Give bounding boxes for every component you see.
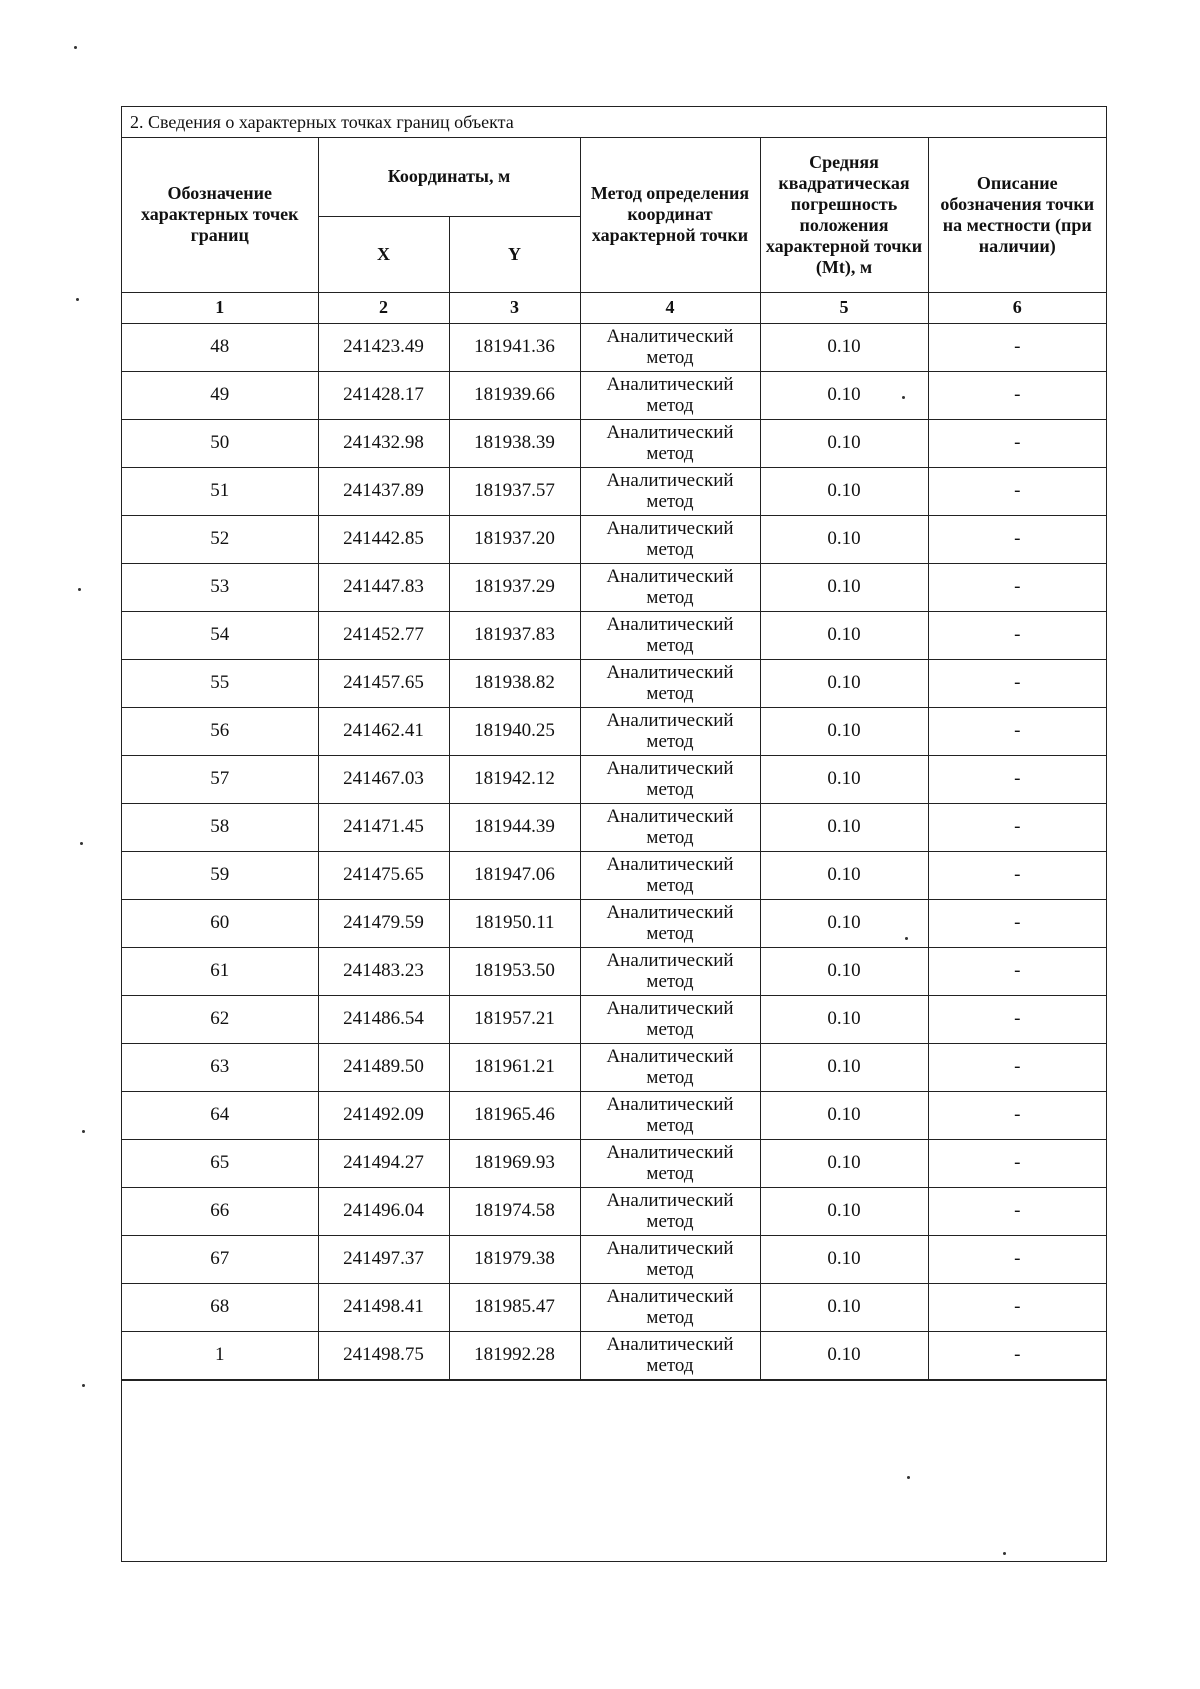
x-cell: 241437.89	[318, 467, 449, 515]
description-cell: -	[928, 1187, 1106, 1235]
error-cell: 0.10	[760, 467, 928, 515]
method-text: метод	[646, 395, 694, 416]
method-cell	[580, 371, 760, 419]
empty-area	[122, 1380, 1106, 1561]
x-cell: 241423.49	[318, 323, 449, 371]
description-cell: -	[928, 419, 1106, 467]
error-cell: 0.10	[760, 659, 928, 707]
table-body	[122, 323, 1106, 1379]
point-cell: 59	[122, 851, 318, 899]
method-text: метод	[646, 491, 694, 512]
x-cell: 241496.04	[318, 1187, 449, 1235]
point-cell: 55	[122, 659, 318, 707]
error-cell: 0.10	[760, 707, 928, 755]
description-cell: -	[928, 851, 1106, 899]
error-cell: 0.10	[760, 1235, 928, 1283]
method-text: метод	[646, 1355, 694, 1376]
table-row	[122, 563, 1106, 611]
method-text: метод	[646, 1067, 694, 1088]
description-cell: -	[928, 995, 1106, 1043]
scan-speck	[82, 1130, 85, 1133]
table-row	[122, 899, 1106, 947]
point-cell: 64	[122, 1091, 318, 1139]
x-cell: 241452.77	[318, 611, 449, 659]
y-cell: 181938.39	[449, 419, 580, 467]
y-cell: 181965.46	[449, 1091, 580, 1139]
method-text: Аналитический	[606, 326, 734, 347]
point-cell: 62	[122, 995, 318, 1043]
y-cell: 181937.57	[449, 467, 580, 515]
table-row	[122, 707, 1106, 755]
method-text: Аналитический	[606, 1094, 734, 1115]
description-cell: -	[928, 1139, 1106, 1187]
error-cell: 0.10	[760, 323, 928, 371]
table-row	[122, 755, 1106, 803]
method-cell	[580, 563, 760, 611]
method-text: метод	[646, 587, 694, 608]
scan-speck	[1003, 1552, 1006, 1555]
description-cell: -	[928, 467, 1106, 515]
error-cell: 0.10	[760, 563, 928, 611]
method-text: Аналитический	[606, 998, 734, 1019]
y-cell: 181969.93	[449, 1139, 580, 1187]
scan-speck	[80, 842, 83, 845]
table-row	[122, 611, 1106, 659]
method-cell	[580, 707, 760, 755]
point-cell: 65	[122, 1139, 318, 1187]
method-text: метод	[646, 347, 694, 368]
point-cell: 1	[122, 1331, 318, 1379]
x-cell: 241479.59	[318, 899, 449, 947]
y-cell: 181937.20	[449, 515, 580, 563]
scan-speck	[902, 396, 905, 399]
header-coordinates: Координаты, м	[318, 138, 580, 216]
table-row	[122, 1043, 1106, 1091]
point-cell: 52	[122, 515, 318, 563]
error-cell: 0.10	[760, 947, 928, 995]
description-cell: -	[928, 515, 1106, 563]
x-cell: 241494.27	[318, 1139, 449, 1187]
method-cell	[580, 1187, 760, 1235]
method-text: Аналитический	[606, 854, 734, 875]
x-cell: 241457.65	[318, 659, 449, 707]
point-cell: 49	[122, 371, 318, 419]
method-text: Аналитический	[606, 1238, 734, 1259]
x-cell: 241483.23	[318, 947, 449, 995]
table-row	[122, 803, 1106, 851]
method-text: Аналитический	[606, 902, 734, 923]
description-cell: -	[928, 707, 1106, 755]
x-cell: 241442.85	[318, 515, 449, 563]
error-cell: 0.10	[760, 1331, 928, 1379]
table-row	[122, 659, 1106, 707]
error-cell: 0.10	[760, 611, 928, 659]
column-number: 3	[449, 292, 580, 323]
method-text: метод	[646, 1307, 694, 1328]
method-text: метод	[646, 1115, 694, 1136]
y-cell: 181942.12	[449, 755, 580, 803]
x-cell: 241492.09	[318, 1091, 449, 1139]
column-number: 1	[122, 292, 318, 323]
method-text: Аналитический	[606, 422, 734, 443]
point-cell: 68	[122, 1283, 318, 1331]
method-text: Аналитический	[606, 374, 734, 395]
error-cell: 0.10	[760, 1283, 928, 1331]
table-row	[122, 995, 1106, 1043]
y-cell: 181957.21	[449, 995, 580, 1043]
method-text: метод	[646, 443, 694, 464]
y-cell: 181941.36	[449, 323, 580, 371]
description-cell: -	[928, 1331, 1106, 1379]
point-cell: 57	[122, 755, 318, 803]
table-row	[122, 515, 1106, 563]
table-row	[122, 1139, 1106, 1187]
description-cell: -	[928, 1283, 1106, 1331]
point-cell: 61	[122, 947, 318, 995]
column-number: 2	[318, 292, 449, 323]
table-row	[122, 467, 1106, 515]
x-cell: 241498.41	[318, 1283, 449, 1331]
method-cell	[580, 515, 760, 563]
table-row	[122, 947, 1106, 995]
y-cell: 181979.38	[449, 1235, 580, 1283]
column-number: 5	[760, 292, 928, 323]
error-cell: 0.10	[760, 995, 928, 1043]
y-cell: 181992.28	[449, 1331, 580, 1379]
y-cell: 181974.58	[449, 1187, 580, 1235]
point-cell: 56	[122, 707, 318, 755]
scan-speck	[907, 1476, 910, 1479]
point-cell: 63	[122, 1043, 318, 1091]
table-row	[122, 419, 1106, 467]
method-cell	[580, 611, 760, 659]
error-cell: 0.10	[760, 851, 928, 899]
point-cell: 48	[122, 323, 318, 371]
method-text: метод	[646, 635, 694, 656]
header-designation: Обозначение характерных точек границ	[122, 138, 318, 292]
method-text: метод	[646, 731, 694, 752]
method-text: метод	[646, 827, 694, 848]
error-cell: 0.10	[760, 1091, 928, 1139]
y-cell: 181940.25	[449, 707, 580, 755]
method-cell	[580, 899, 760, 947]
method-cell	[580, 1139, 760, 1187]
document-frame	[121, 106, 1107, 1562]
scan-speck	[74, 46, 77, 49]
scan-speck	[76, 298, 79, 301]
method-text: метод	[646, 683, 694, 704]
table-row	[122, 1283, 1106, 1331]
scan-speck	[905, 937, 908, 940]
method-cell	[580, 1043, 760, 1091]
point-cell: 50	[122, 419, 318, 467]
scan-speck	[78, 588, 81, 591]
description-cell: -	[928, 947, 1106, 995]
point-cell: 66	[122, 1187, 318, 1235]
error-cell: 0.10	[760, 1139, 928, 1187]
method-cell	[580, 467, 760, 515]
table-row	[122, 851, 1106, 899]
method-text: метод	[646, 779, 694, 800]
table-row	[122, 323, 1106, 371]
method-cell	[580, 755, 760, 803]
description-cell: -	[928, 659, 1106, 707]
method-cell	[580, 1091, 760, 1139]
header-error: Средняя квадратическая погрешность положения характерной точки (Mt), м	[760, 138, 928, 292]
y-cell: 181944.39	[449, 803, 580, 851]
method-cell	[580, 323, 760, 371]
y-cell: 181947.06	[449, 851, 580, 899]
method-text: Аналитический	[606, 950, 734, 971]
y-cell: 181985.47	[449, 1283, 580, 1331]
description-cell: -	[928, 371, 1106, 419]
method-text: метод	[646, 875, 694, 896]
x-cell: 241471.45	[318, 803, 449, 851]
method-text: Аналитический	[606, 1190, 734, 1211]
method-text: метод	[646, 1211, 694, 1232]
method-text: Аналитический	[606, 1334, 734, 1355]
column-number: 6	[928, 292, 1106, 323]
error-cell: 0.10	[760, 419, 928, 467]
error-cell: 0.10	[760, 899, 928, 947]
y-cell: 181939.66	[449, 371, 580, 419]
y-cell: 181950.11	[449, 899, 580, 947]
header-y: Y	[449, 216, 580, 292]
description-cell: -	[928, 563, 1106, 611]
description-cell: -	[928, 803, 1106, 851]
table-row	[122, 1331, 1106, 1379]
method-text: метод	[646, 971, 694, 992]
error-cell: 0.10	[760, 1187, 928, 1235]
point-cell: 60	[122, 899, 318, 947]
description-cell: -	[928, 611, 1106, 659]
method-text: Аналитический	[606, 806, 734, 827]
x-cell: 241497.37	[318, 1235, 449, 1283]
point-cell: 54	[122, 611, 318, 659]
point-cell: 51	[122, 467, 318, 515]
x-cell: 241467.03	[318, 755, 449, 803]
y-cell: 181937.83	[449, 611, 580, 659]
boundary-points-table	[122, 138, 1106, 1380]
method-text: Аналитический	[606, 518, 734, 539]
method-text: Аналитический	[606, 470, 734, 491]
table-row	[122, 1187, 1106, 1235]
header-description: Описание обозначения точки на местности (при наличии)	[928, 138, 1106, 292]
method-cell	[580, 1235, 760, 1283]
method-cell	[580, 995, 760, 1043]
x-cell: 241475.65	[318, 851, 449, 899]
method-cell	[580, 1283, 760, 1331]
y-cell: 181937.29	[449, 563, 580, 611]
column-number: 4	[580, 292, 760, 323]
x-cell: 241428.17	[318, 371, 449, 419]
point-cell: 58	[122, 803, 318, 851]
x-cell: 241498.75	[318, 1331, 449, 1379]
x-cell: 241489.50	[318, 1043, 449, 1091]
x-cell: 241447.83	[318, 563, 449, 611]
method-text: Аналитический	[606, 1286, 734, 1307]
error-cell: 0.10	[760, 803, 928, 851]
error-cell: 0.10	[760, 515, 928, 563]
method-text: Аналитический	[606, 1142, 734, 1163]
method-text: метод	[646, 1019, 694, 1040]
description-cell: -	[928, 1043, 1106, 1091]
method-text: Аналитический	[606, 566, 734, 587]
method-cell	[580, 1331, 760, 1379]
method-text: Аналитический	[606, 662, 734, 683]
method-text: Аналитический	[606, 614, 734, 635]
description-cell: -	[928, 899, 1106, 947]
point-cell: 67	[122, 1235, 318, 1283]
error-cell: 0.10	[760, 1043, 928, 1091]
x-cell: 241432.98	[318, 419, 449, 467]
description-cell: -	[928, 755, 1106, 803]
error-cell: 0.10	[760, 371, 928, 419]
header-method: Метод определения координат характерной точки	[580, 138, 760, 292]
y-cell: 181953.50	[449, 947, 580, 995]
description-cell: -	[928, 1235, 1106, 1283]
method-text: Аналитический	[606, 710, 734, 731]
method-text: Аналитический	[606, 1046, 734, 1067]
y-cell: 181938.82	[449, 659, 580, 707]
method-cell	[580, 419, 760, 467]
description-cell: -	[928, 323, 1106, 371]
error-cell: 0.10	[760, 755, 928, 803]
method-text: метод	[646, 539, 694, 560]
y-cell: 181961.21	[449, 1043, 580, 1091]
method-text: метод	[646, 923, 694, 944]
method-cell	[580, 659, 760, 707]
table-row	[122, 371, 1106, 419]
table-row	[122, 1091, 1106, 1139]
section-title: 2. Сведения о характерных точках границ объекта	[122, 107, 1106, 138]
header-x: X	[318, 216, 449, 292]
table-row	[122, 1235, 1106, 1283]
point-cell: 53	[122, 563, 318, 611]
scan-speck	[82, 1384, 85, 1387]
method-cell	[580, 803, 760, 851]
method-text: метод	[646, 1259, 694, 1280]
x-cell: 241462.41	[318, 707, 449, 755]
method-cell	[580, 947, 760, 995]
method-cell	[580, 851, 760, 899]
description-cell: -	[928, 1091, 1106, 1139]
method-text: метод	[646, 1163, 694, 1184]
method-text: Аналитический	[606, 758, 734, 779]
x-cell: 241486.54	[318, 995, 449, 1043]
